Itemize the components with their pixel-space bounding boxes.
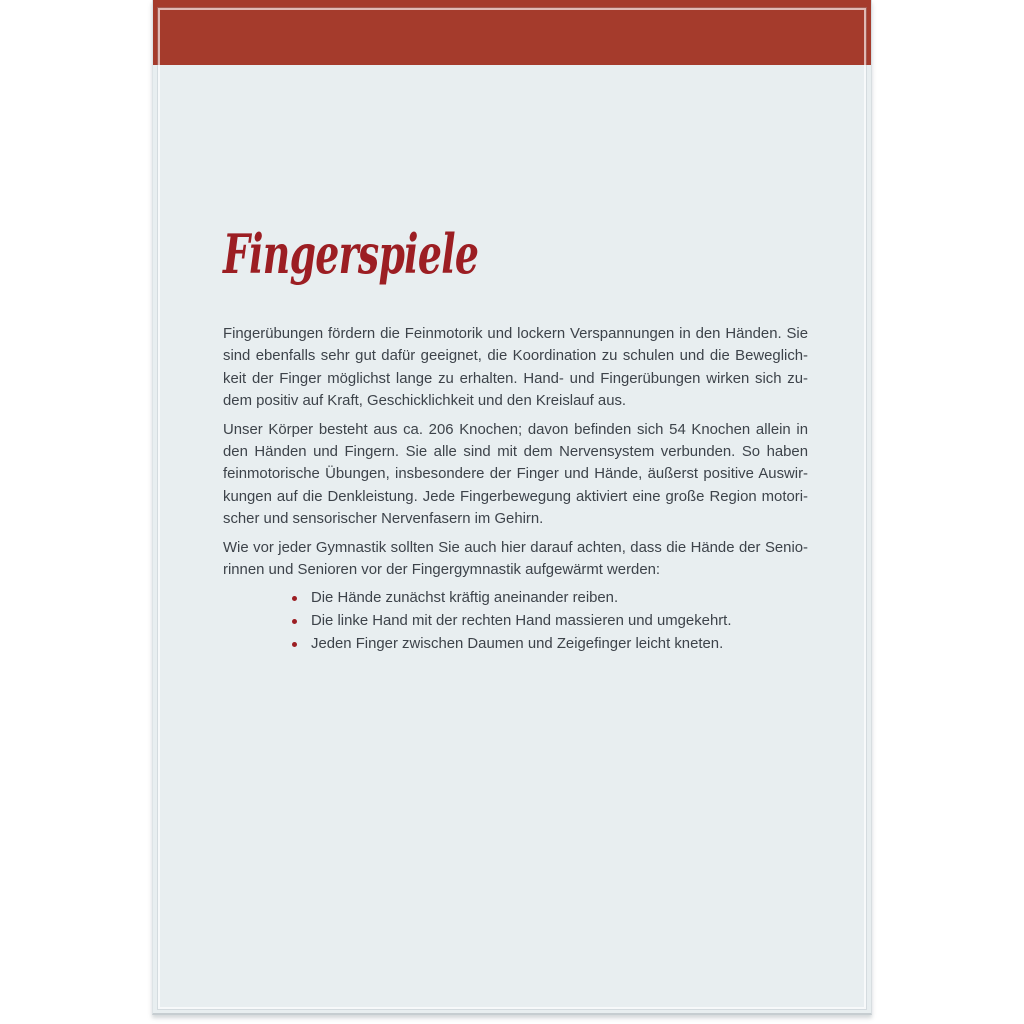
page-title: Fingerspiele <box>223 222 479 286</box>
text-line: keit der Finger möglichst lange zu erhalten. Hand- und Fingerübungen wirken sich zu- <box>223 370 808 387</box>
book-page <box>152 0 872 1015</box>
paragraph <box>223 323 808 413</box>
bullet-dot-icon <box>292 642 297 647</box>
bullet-dot-icon <box>292 596 297 601</box>
bullet-text: Die linke Hand mit der rechten Hand massieren und umgekehrt. <box>311 613 732 630</box>
bullet-text: Die Hände zunächst kräftig aneinander reiben. <box>311 590 619 607</box>
text-line: Fingerübungen fördern die Feinmotorik und lockern Verspannungen in den Händen. Sie <box>223 326 808 342</box>
bullet-list <box>223 587 808 656</box>
text-line: dem positiv auf Kraft, Geschicklichkeit und den Kreislauf aus. <box>223 393 627 410</box>
text-line: Wie vor jeder Gymnastik sollten Sie auch hier darauf achten, dass die Hände der Senio- <box>223 539 808 556</box>
list-item <box>223 610 808 633</box>
paragraph <box>223 537 808 582</box>
list-item <box>223 633 808 656</box>
text-line: feinmotorische Übungen, insbesondere der Finger und Hände, äußerst positive Auswir- <box>223 466 808 483</box>
text-line: Unser Körper besteht aus ca. 206 Knochen; davon befinden sich 54 Knochen allein in <box>223 421 808 438</box>
header-band <box>153 0 871 65</box>
bullet-dot-icon <box>292 619 297 624</box>
text-line: den Händen und Fingern. Sie alle sind mit dem Nervensystem verbunden. So haben <box>223 444 808 461</box>
text-line: scher und sensorischer Nervenfasern im Gehirn. <box>223 511 544 528</box>
list-item <box>223 587 808 610</box>
paragraph <box>223 419 808 531</box>
text-line: rinnen und Senioren vor der Fingergymnastik aufgewärmt werden: <box>223 562 661 579</box>
bullet-text: Jeden Finger zwischen Daumen und Zeigefinger leicht kneten. <box>311 636 724 653</box>
text-line: kungen auf die Denkleistung. Jede Fingerbewegung aktiviert eine große Region motori- <box>223 488 808 505</box>
body-text <box>223 323 808 656</box>
text-line: sind ebenfalls sehr gut dafür geeignet, die Koordination zu schulen und die Beweglich- <box>223 348 808 365</box>
